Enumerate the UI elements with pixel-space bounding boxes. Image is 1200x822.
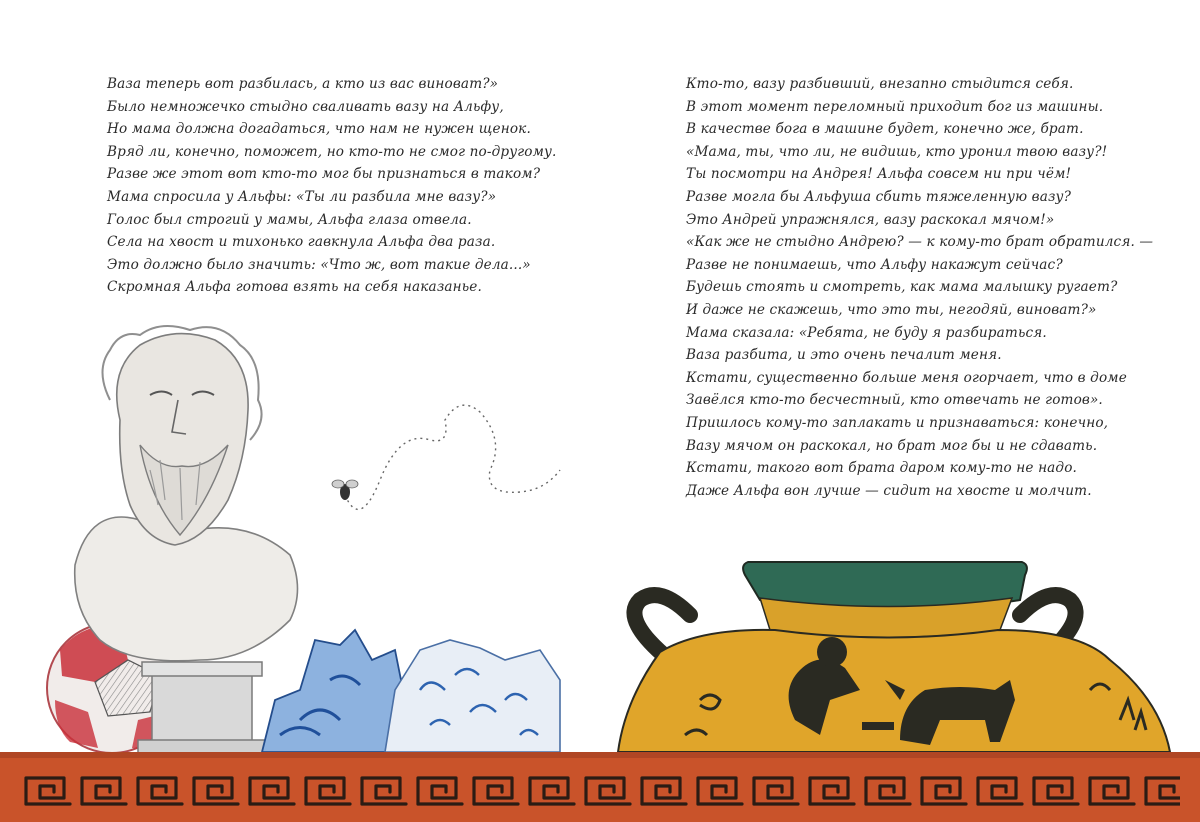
poem-line: Ваза разбита, и это очень печалит меня. xyxy=(686,347,1002,364)
poem-line: Пришлось кому-то заплакать и признаваться: конечно, xyxy=(686,414,1109,431)
poem-line: «Как же не стыдно Андрею? — к кому-то брат обратился. — xyxy=(686,234,1154,251)
poem-line: Вазу мячом он раскокал, но брат мог бы и не сдавать. xyxy=(686,437,1098,454)
poem-line: Это должно было значить: «Что ж, вот такие дела...» xyxy=(107,256,531,273)
poem-line: Это Андрей упражнялся, вазу раскокал мячом!» xyxy=(686,211,1055,228)
poem-line: Скромная Альфа готова взять на себя наказанье. xyxy=(107,279,482,296)
poem-line: Вряд ли, конечно, поможет, но кто-то не смог по-другому. xyxy=(107,143,557,160)
poem-line: Ваза теперь вот разбилась, а кто из вас виноват?» xyxy=(107,76,499,92)
amphora-icon xyxy=(618,562,1170,752)
poem-line: Кстати, существенно больше меня огорчает, что в доме xyxy=(686,369,1127,386)
poem-line: Было немножечко стыдно сваливать вазу на Альфу, xyxy=(107,98,504,115)
poem-line: В этот момент переломный приходит бог из машины. xyxy=(686,98,1104,115)
poem-line: Разве же этот вот кто-то мог бы признаться в таком? xyxy=(107,166,541,183)
poem-line: Будешь стоять и смотреть, как мама малышку ругает? xyxy=(686,279,1118,296)
poem-line: Кто-то, вазу разбивший, внезапно стыдится себя. xyxy=(686,76,1074,92)
poem-line: Села на хвост и тихонько гавкнула Альфа два раза. xyxy=(107,234,496,251)
broken-vase-icon xyxy=(262,630,560,752)
fly-icon xyxy=(332,405,560,509)
poem-line: «Мама, ты, что ли, не видишь, кто уронил твою вазу?! xyxy=(686,143,1108,160)
poem-line: Завёлся кто-то бесчестный, кто отвечать не готов». xyxy=(686,392,1103,409)
meander-border-icon xyxy=(0,752,1200,822)
poem-line: Разве не понимаешь, что Альфу накажут сейчас? xyxy=(686,256,1063,273)
poem-line: Кстати, такого вот брата даром кому-то не надо. xyxy=(686,460,1078,477)
poem-line: И даже не скажешь, что это ты, негодяй, виноват?» xyxy=(686,301,1097,318)
poem-line: Но мама должна догадаться, что нам не нужен щенок. xyxy=(107,121,531,138)
poem-line: Разве могла бы Альфуша сбить тяжеленную вазу? xyxy=(686,188,1072,205)
poem-line: Мама сказала: «Ребята, не буду я разбираться. xyxy=(686,324,1047,341)
poem-line: Мама спросила у Альфы: «Ты ли разбила мне вазу?» xyxy=(107,188,497,205)
poem-line: Голос был строгий у мамы, Альфа глаза отвела. xyxy=(107,211,472,228)
poem-line: Ты посмотри на Андрея! Альфа совсем ни при чём! xyxy=(686,166,1072,183)
poem-line: Даже Альфа вон лучше — сидит на хвосте и молчит. xyxy=(686,482,1092,499)
poem-line: В качестве бога в машине будет, конечно же, брат. xyxy=(686,121,1084,138)
